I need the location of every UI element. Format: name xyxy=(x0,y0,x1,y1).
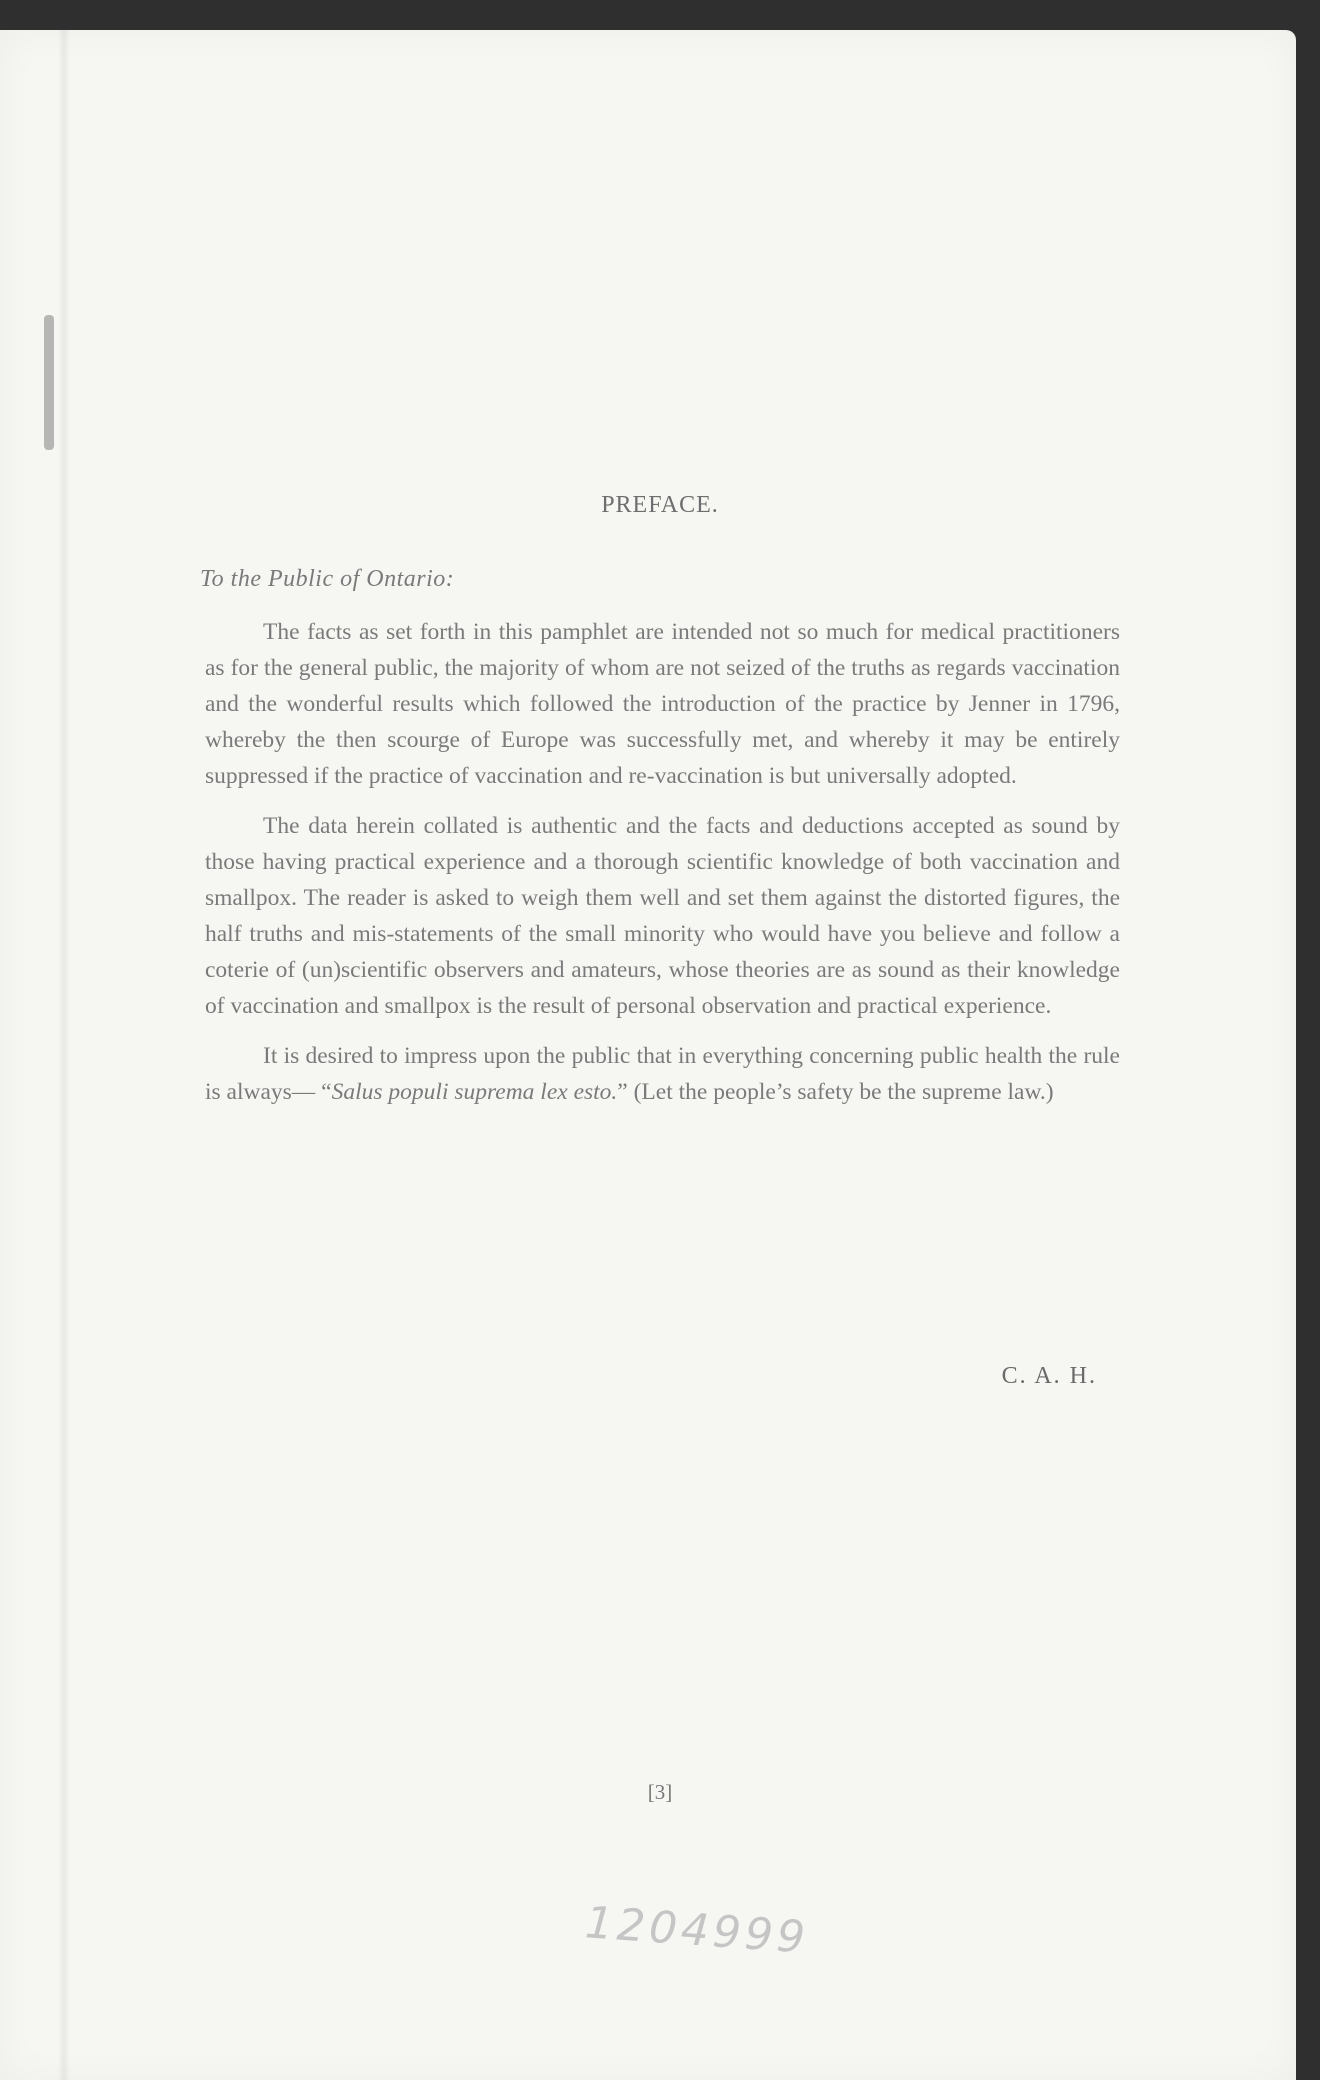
signature-initials: C. A. H. xyxy=(1001,1363,1097,1389)
paragraph-1: The facts as set forth in this pamphlet are intended not so much for medical practitioners as for the general public, the majority of whom are not seized of the truths as regards vaccination and the wonderful results which followed the introduction of the practice by Jenner in 1796, whereby the then scourge of Europe was successfully met, and whereby it may be entirely suppressed if the practice of vaccination and re-vaccination is but universally adopted. xyxy=(205,619,1120,789)
page-heading: PREFACE. xyxy=(601,492,719,518)
paragraph-2: The data herein collated is authentic and the facts and deductions accepted as sound by those having practical experience and a thorough scientific knowledge of both vaccination and smallpox. The reader is asked to weigh them well and set them against the distorted figures, the half truths and mis-statements of the small minority who would have you believe and follow a coterie of (un)scientific observers and amateurs, whose theories are as sound as their knowledge of vaccination and smallpox is the result of personal observation and practical experience. xyxy=(205,813,1120,1019)
paragraph-3-end: ” (Let the people’s safety be the supreme law.) xyxy=(617,1079,1054,1105)
paragraph-3 xyxy=(205,1038,1120,1110)
salutation: To the Public of Ontario: xyxy=(200,566,455,592)
latin-motto: Salus populi suprema lex esto. xyxy=(331,1079,618,1105)
page-gutter xyxy=(58,30,70,2080)
preface-body xyxy=(205,614,1120,1124)
paragraph-3-start: It is desired to impress upon the public that in everything concerning public health the rule is always— “ xyxy=(205,1043,1120,1105)
binding-mark xyxy=(44,315,54,450)
page-number: [3] xyxy=(647,1780,673,1804)
handwritten-accession-number: 1204999 xyxy=(583,1897,811,1964)
